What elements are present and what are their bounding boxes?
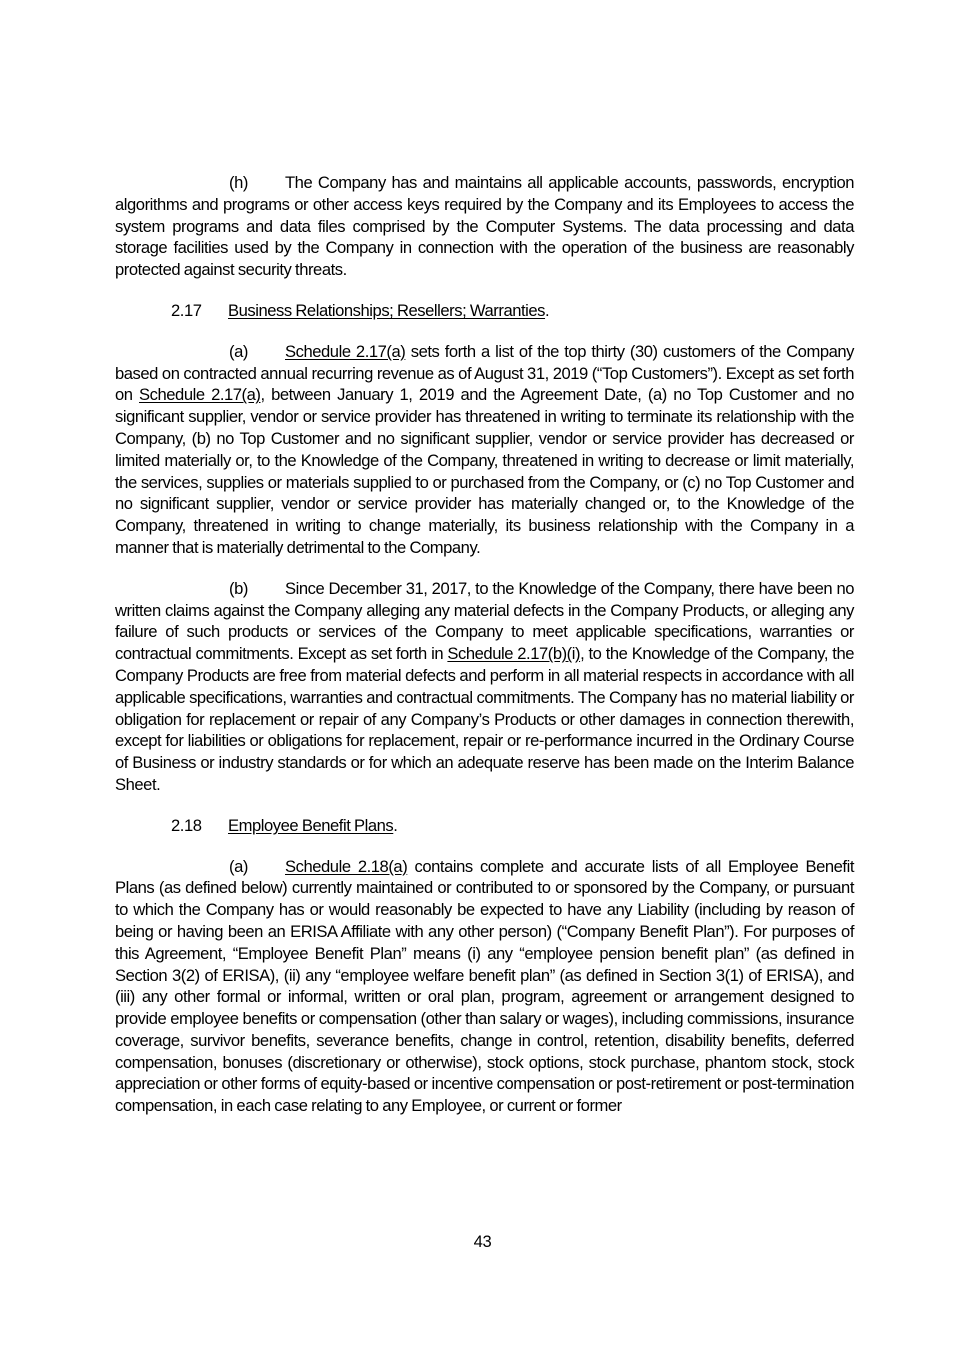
section-number: 2.17 <box>171 300 202 320</box>
paragraph-2-17-b: (b) Since December 31, 2017, to the Knowledge of the Company, there have been no written claims against the Company alleging any material defects in the Company Products, or alleging any failure of such products or services of the Company to meet applicable specifications, warranties or contractual commitments. Except as set forth in Schedule 2.17(b)(i), to the Knowledge of the Company, the Company Products are free from material defects and perform in all material respects in accordance with all applicable specifications, warranties and contractual commitments. The Company has no material liability or obligation for replacement or repair of any Company’s Products or other damages in connection therewith, except for liabilities or obligations for replacement, repair or re-performance incurred in the Ordinary Course of Business or industry standards or for which an adequate reserve has been made on the Interim Balance Sheet. <box>115 578 855 794</box>
paragraph-marker: (h) <box>229 173 248 192</box>
paragraph-marker: (b) <box>229 578 248 598</box>
schedule-reference: Schedule 2.17(a) <box>139 385 261 405</box>
section-heading-2-18: 2.18 Employee Benefit Plans. <box>171 815 398 835</box>
page-body <box>115 172 854 1136</box>
section-number: 2.18 <box>171 815 202 835</box>
paragraph-h <box>115 172 854 281</box>
page-number: 43 <box>473 1232 492 1251</box>
section-title: Business Relationships; Resellers; Warranties <box>228 300 546 320</box>
schedule-reference: Schedule 2.17(b)(i) <box>447 644 581 664</box>
paragraph-2-17-a: (a) Schedule 2.17(a) sets forth a list of the top thirty (30) customers of the Company based on contracted annual recurring revenue as of August 31, 2019 (“Top Customers”). Except as set forth on Schedule 2.17(a), between January 1, 2019 and the Agreement Date, (a) no Top Customer and no significant supplier, vendor or service provider has threatened in writing to terminate its relationship with the Company, (b) no Top Customer and no significant supplier, vendor or service provider has decreased or limited materially or, to the Knowledge of the Company, threatened in writing to decrease or limit materially, the services, supplies or materials supplied to or purchased from the Company, or (c) no Top Customer and no significant supplier, vendor or service provider has materially changed or, to the Knowledge of the Company, threatened in writing to change materially, its business relationship with the Company in a manner that is materially detrimental to the Company. <box>115 341 855 557</box>
schedule-reference: Schedule 2.18(a) <box>285 856 408 876</box>
paragraph-2-18-a: (a) Schedule 2.18(a) contains complete and accurate lists of all Employee Benefit Plans (as defined below) currently maintained or contributed to or sponsored by the Company, or pursuant to which the Company has or would reasonably be expected to have any Liability (including by reason of being or having been an ERISA Affiliate with any other person) (“Company Benefit Plan”). For purposes of this Agreement, “Employee Benefit Plan” means (i) any “employee pension benefit plan” (as defined in Section 3(2) of ERISA), (ii) any “employee welfare benefit plan” (as defined in Section 3(1) of ERISA), and (iii) any other formal or informal, written or oral plan, program, agreement or arrangement designed to provide employee benefits or compensation (other than salary or wages), including commissions, insurance coverage, survivor benefits, severance benefits, change in control, retention, disability benefits, deferred compensation, bonuses (discretionary or otherwise), stock options, stock purchase, phantom stock, stock appreciation or other forms of equity-based or incentive compensation or post-retirement or post-termination compensation, in each case relating to any Employee, or current or former <box>115 856 854 1116</box>
schedule-reference: Schedule 2.17(a) <box>285 341 406 361</box>
section-heading-2-17: 2.17 Business Relationships; Resellers; Warranties. <box>171 300 550 320</box>
paragraph-marker: (a) <box>229 856 248 876</box>
section-title: Employee Benefit Plans <box>228 815 394 835</box>
paragraph-marker: (a) <box>229 341 248 361</box>
paragraph-text: The Company has and maintains all applicable accounts, passwords, encryption algorithms and programs or other access keys required by the Company and its Employees to access the system programs and data files comprised by the Computer Systems. The data processing and data storage facilities used by the Company in connection with the operation of the business are reasonably protected against security threats. <box>115 173 854 280</box>
